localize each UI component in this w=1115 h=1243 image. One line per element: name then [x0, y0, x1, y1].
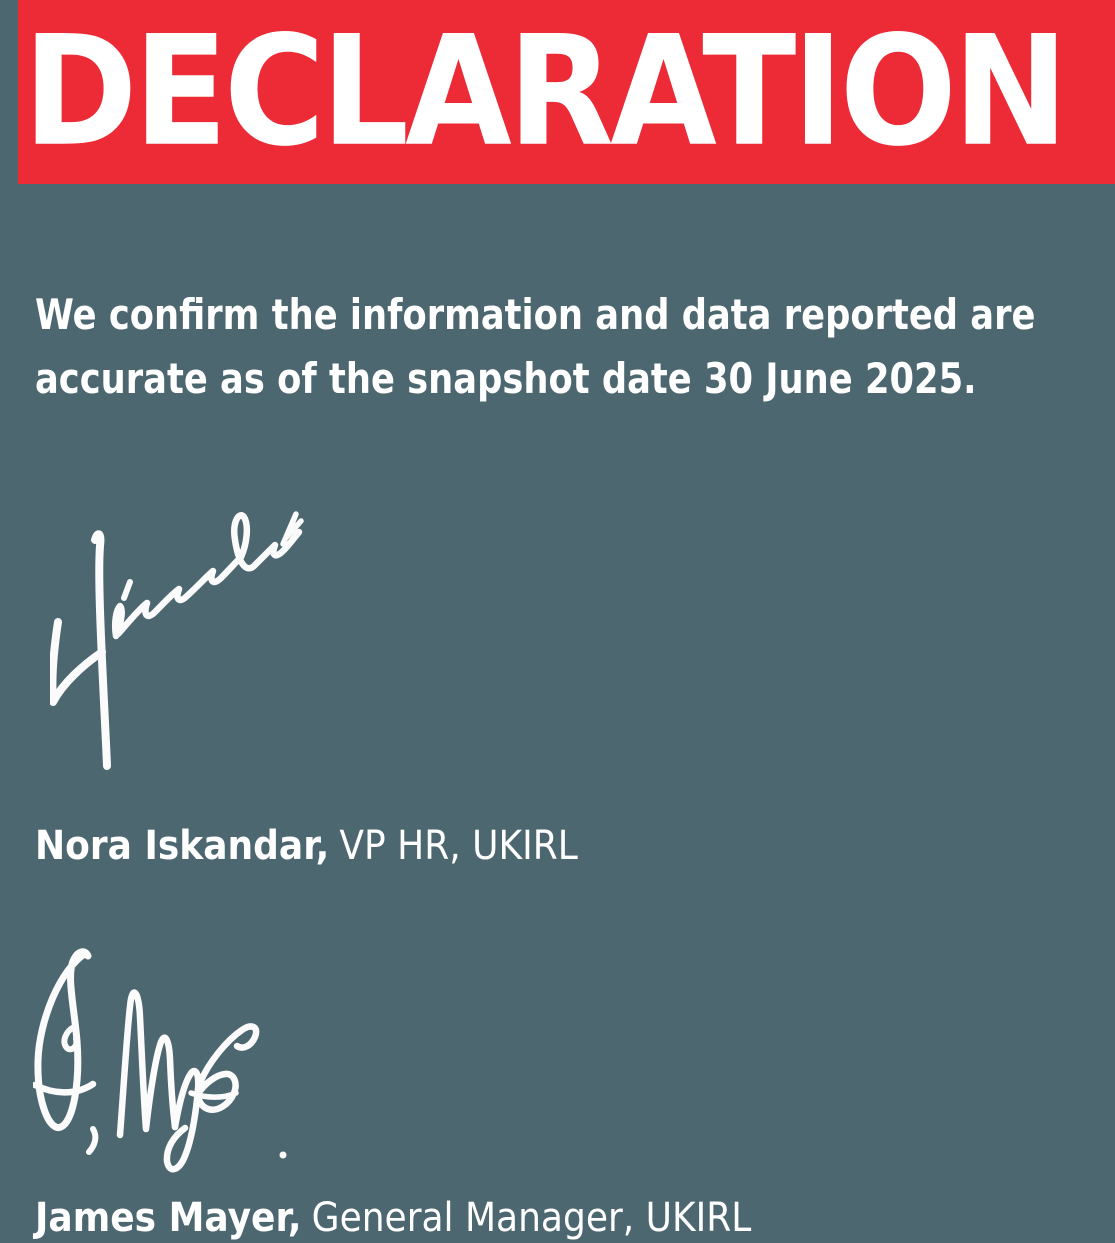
declaration-statement: [35, 283, 1085, 411]
signatory-name: Nora Iskandar,: [35, 823, 330, 869]
signatory-title: VP HR, UKIRL: [339, 823, 578, 869]
james-mayer-signature-image: [33, 943, 308, 1183]
signatory-nora: [35, 818, 578, 874]
nora-iskandar-signature: [50, 502, 315, 780]
nora-iskandar-signature-image: [50, 502, 315, 780]
signatory-title: General Manager, UKIRL: [311, 1195, 752, 1241]
page-title: DECLARATION: [23, 2, 1065, 181]
declaration-banner: [18, 0, 1115, 184]
james-mayer-signature: [33, 943, 308, 1183]
statement-line-1: We confirm the information and data reported are: [35, 290, 1036, 339]
signatory-name: James Mayer,: [35, 1195, 302, 1241]
statement-line-2: accurate as of the snapshot date 30 June 2025.: [35, 354, 977, 403]
signatory-james: [35, 1190, 751, 1243]
